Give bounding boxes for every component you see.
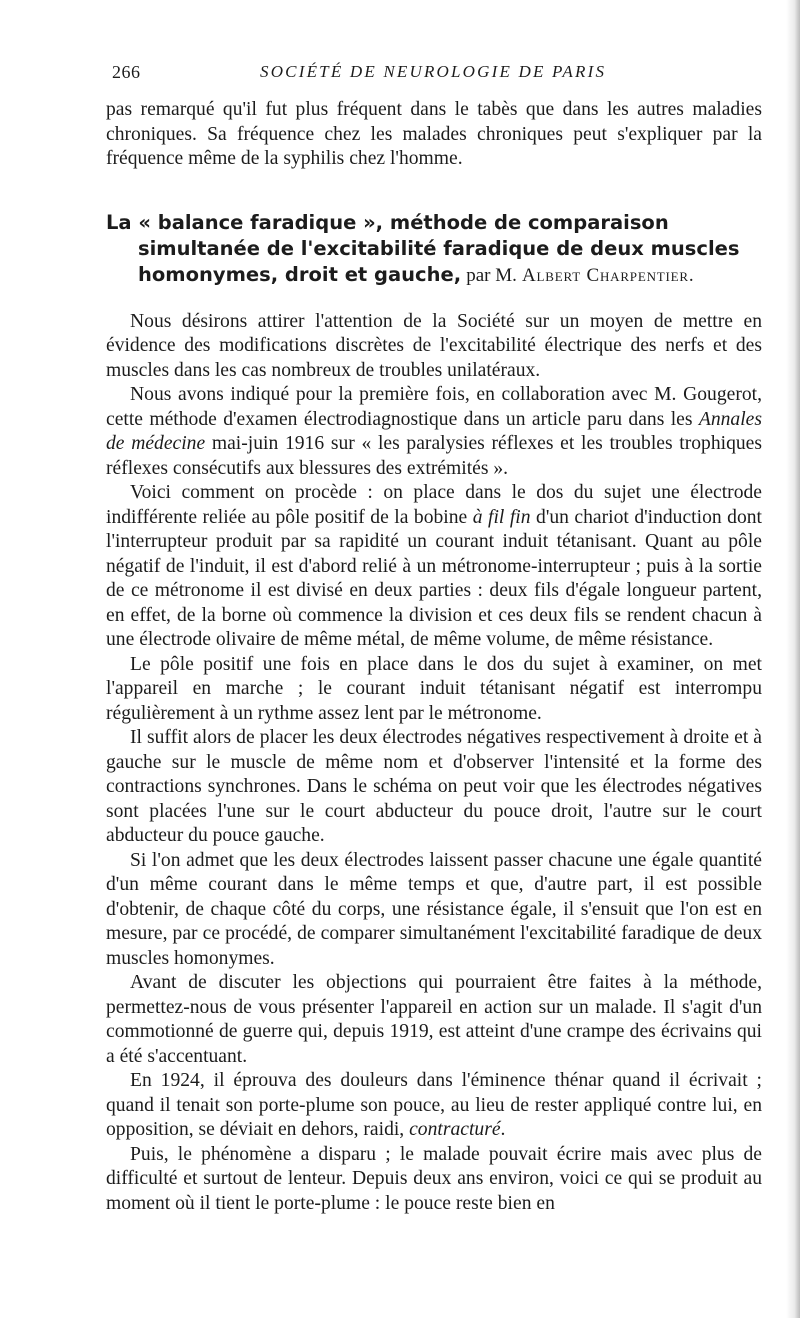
paragraph-text: Il suffit alors de placer les deux électrodes négatives respectivement à droite et à gauche sur le muscle de même nom et d'observer l'intensité et la forme des contractions synchrones. Dans le schéma on peut voir que les électrodes négatives sont placées l'une sur le court abducteur du pouce droit, l'autre sur le court abducteur du pouce gauche.	[106, 727, 762, 846]
author-name: Albert Charpentier.	[522, 264, 695, 286]
emphasis-text: contracturé	[409, 1119, 501, 1140]
body-paragraph-4	[106, 653, 762, 727]
intro-paragraph: pas remarqué qu'il fut plus fréquent dans le tabès que dans les autres maladies chroniques. Sa fréquence chez les malades chroniques peut s'expliquer par la fréquence même de la syphilis chez l'homme.	[106, 99, 762, 169]
article-heading	[106, 210, 762, 288]
body-paragraph-1	[106, 310, 762, 384]
paragraph-text: En 1924, il éprouva des douleurs dans l'éminence thénar quand il écrivait ; quand il tenait son porte-plume son pouce, au lieu de rester appliqué contre lui, en opposition, se déviait en dehors, raidi,	[106, 1070, 762, 1140]
body-paragraph-5	[106, 726, 762, 849]
body-paragraph-3	[106, 481, 762, 653]
paragraph-text: Avant de discuter les objections qui pourraient être faites à la méthode, permettez-nous de vous présenter l'appareil en action sur un malade. Il s'agit d'un commotionné de guerre qui, depuis 1919, est atteint d'une crampe des écrivains qui a été s'accentuant.	[106, 972, 762, 1067]
paragraph-text: Si l'on admet que les deux électrodes laissent passer chacune une égale quantité d'un même courant dans le même temps et que, d'autre part, il est possible d'obtenir, de chaque côté du corps, une résistance égale, il s'ensuit que l'on est en mesure, par ce procédé, de comparer simultanément l'excitabilité faradique de deux muscles homonymes.	[106, 849, 762, 969]
body-paragraph-9	[106, 1143, 762, 1217]
scan-edge-shadow	[786, 0, 800, 1318]
paragraph-text: mai-juin 1916 sur « les paralysies réflexes et les troubles trophiques réflexes consécutifs aux blessures des extrémités ».	[106, 433, 762, 479]
author-prefix: par M.	[466, 264, 517, 286]
body-paragraph-7	[106, 971, 762, 1069]
journal-title: Annales de médecine	[106, 408, 762, 454]
page-number: 266	[112, 62, 141, 82]
paragraph-text: Le pôle positif une fois en place dans le dos du sujet à examiner, on met l'appareil en marche ; le courant induit tétanisant négatif est interrompu régulièrement à un rythme assez lent par le métronome.	[106, 653, 762, 724]
body-paragraph-2	[106, 383, 762, 481]
page-header	[112, 62, 758, 86]
running-head: SOCIÉTÉ DE NEUROLOGIE DE PARIS	[260, 62, 607, 81]
page-body	[106, 98, 762, 1216]
body-paragraph-6	[106, 849, 762, 972]
paragraph-text: Puis, le phénomène a disparu ; le malade pouvait écrire mais avec plus de difficulté et surtout de lenteur. Depuis deux ans environ, voici ce qui se produit au moment où il tient le porte-plume : le pouce reste bien en	[106, 1143, 762, 1214]
paragraph-text: Nous désirons attirer l'attention de la Société sur un moyen de mettre en évidence des modifications discrètes de l'excitabilité électrique des nerfs et des muscles dans les cas nombreux de troubles unilatéraux.	[106, 310, 762, 381]
article-title: La « balance faradique », méthode de comparaison simultanée de l'excitabilité faradique de deux muscles homonymes, droit et gauche,	[106, 210, 740, 286]
emphasis-text: à fil fin	[472, 506, 531, 528]
paragraph-text: .	[500, 1119, 506, 1140]
paragraph-text: d'un chariot d'induction dont l'interrupteur produit par sa rapidité un courant induit tétanisant. Quant au pôle négatif de l'induit, il est d'abord relié à un métronome-interrupteur ; puis à la sortie de ce métronome il est divisé en deux parties : deux fils d'égale longueur partent, en effet, de la borne où commence la division et ces deux fils se rendent chacun à une électrode olivaire de même métal, de même volume, de même résistance.	[106, 506, 762, 650]
paragraph-text: Nous avons indiqué pour la première fois, en collaboration avec M. Gougerot, cette méthode d'examen électrodiagnostique dans un article paru dans les	[106, 384, 762, 430]
body-paragraph-8	[106, 1069, 762, 1143]
paragraph-text: Voici comment on procède : on place dans le dos du sujet une électrode indifférente reliée au pôle positif de la bobine	[106, 482, 762, 528]
